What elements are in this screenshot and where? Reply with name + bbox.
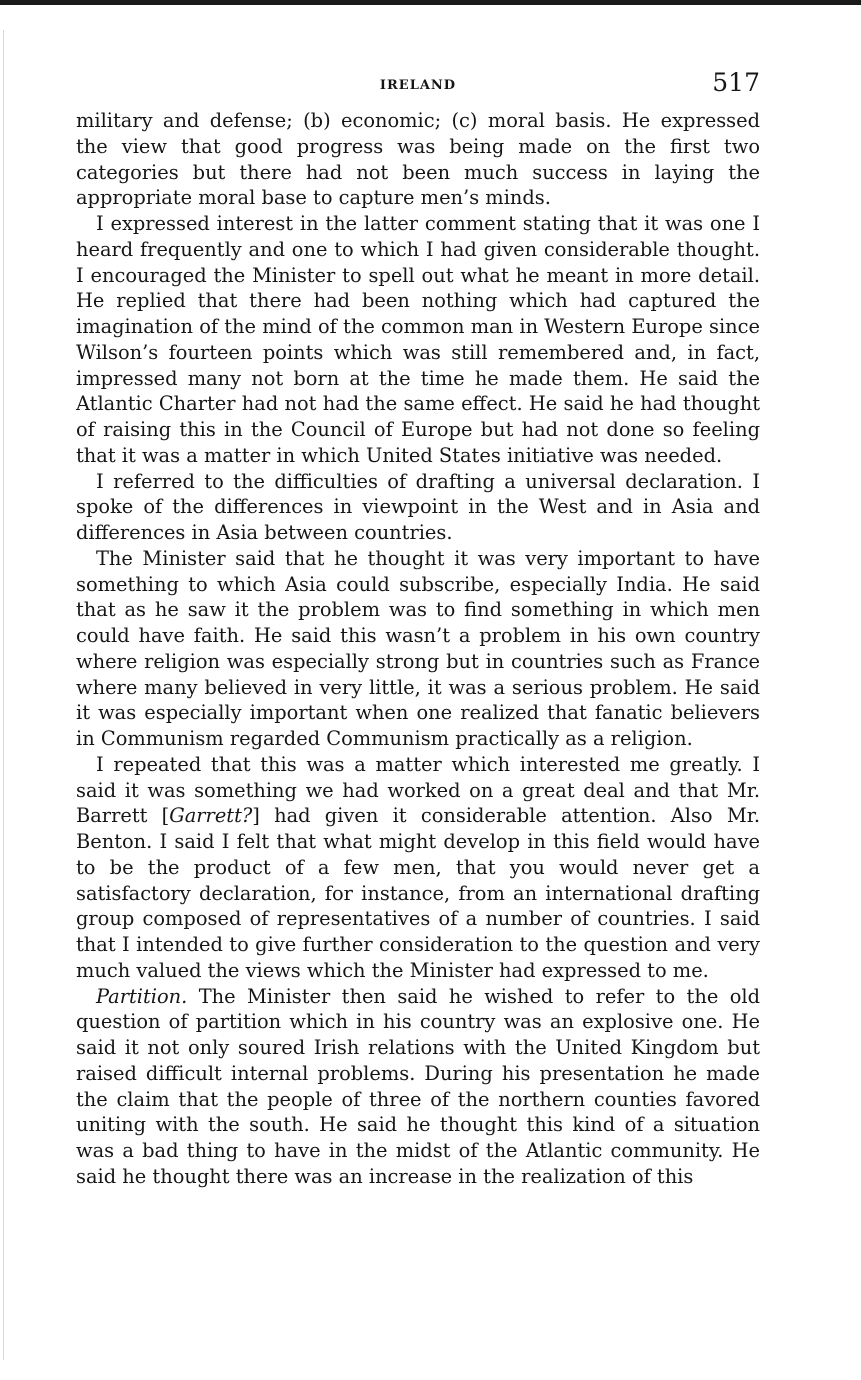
section-heading-partition: Partition. [96, 984, 188, 1008]
paragraph-2: I expressed interest in the latter comment stating that it was one I heard frequently and one to which I had given considerable thought. I encouraged the Minister to spell out what he meant in more detail. He replied that there had been nothing which had captured the imagination of the mind of the common man in Western Europe since Wilson’s fourteen points which was still remembered and, in fact, impressed many not born at the time he made them. He said the Atlantic Charter had not had the same effect. He said he had thought of raising this in the Council of Europe but had not done so feeling that it was a matter in which United States initiative was needed. [76, 212, 760, 467]
running-head [76, 68, 760, 108]
scan-edge-top [0, 0, 861, 5]
paragraph-1: military and defense; (b) economic; (c) moral basis. He expressed the view that good progress was being made on the first two categories but there had not been much success in laying the appropriate moral base to capture men’s minds. [76, 109, 760, 210]
page-number: 517 [712, 68, 760, 97]
paragraph-5 [76, 752, 760, 984]
document-page [76, 68, 760, 1190]
paragraph-6 [76, 984, 760, 1190]
scan-edge-left [3, 30, 4, 1360]
paragraph-5-part-2: ] had given it considerable attention. Also Mr. Benton. I said I felt that what might develop in this field would have to be the product of a few men, that you would never get a satisfactory declaration, for instance, from an international drafting group composed of representatives of a number of countries. I said that I intended to give further consideration to the question and very much valued the views which the Minister had expressed to me. [76, 804, 760, 982]
paragraph-5-editorial-note: Garrett? [169, 804, 253, 828]
paragraph-6-text: The Minister then said he wished to refer to the old question of partition which in his country was an explosive one. He said it not only soured Irish relations with the United Kingdom but raised difficult internal problems. During his presentation he made the claim that the people of three of the northern counties favored uniting with the south. He said he thought this kind of a situation was a bad thing to have in the midst of the Atlantic community. He said he thought there was an increase in the realization of this [76, 984, 760, 1188]
body-text [76, 108, 760, 1190]
paragraph-5-part-1: I repeated that this was a matter which interested me greatly. I said it was something we had worked on a great deal and that Mr. Barrett [ [76, 752, 760, 828]
paragraph-3: I referred to the difficulties of drafting a universal declaration. I spoke of the differences in viewpoint in the West and in Asia and differences in Asia between countries. [76, 469, 760, 544]
paragraph-4: The Minister said that he thought it was very important to have something to which Asia could subscribe, especially India. He said that as he saw it the problem was to find something in which men could have faith. He said this wasn’t a problem in his own country where religion was especially strong but in countries such as France where many believed in very little, it was a serious problem. He said it was especially important when one realized that fanatic believers in Communism regarded Communism practically as a religion. [76, 546, 760, 750]
running-title: IRELAND [379, 78, 457, 93]
